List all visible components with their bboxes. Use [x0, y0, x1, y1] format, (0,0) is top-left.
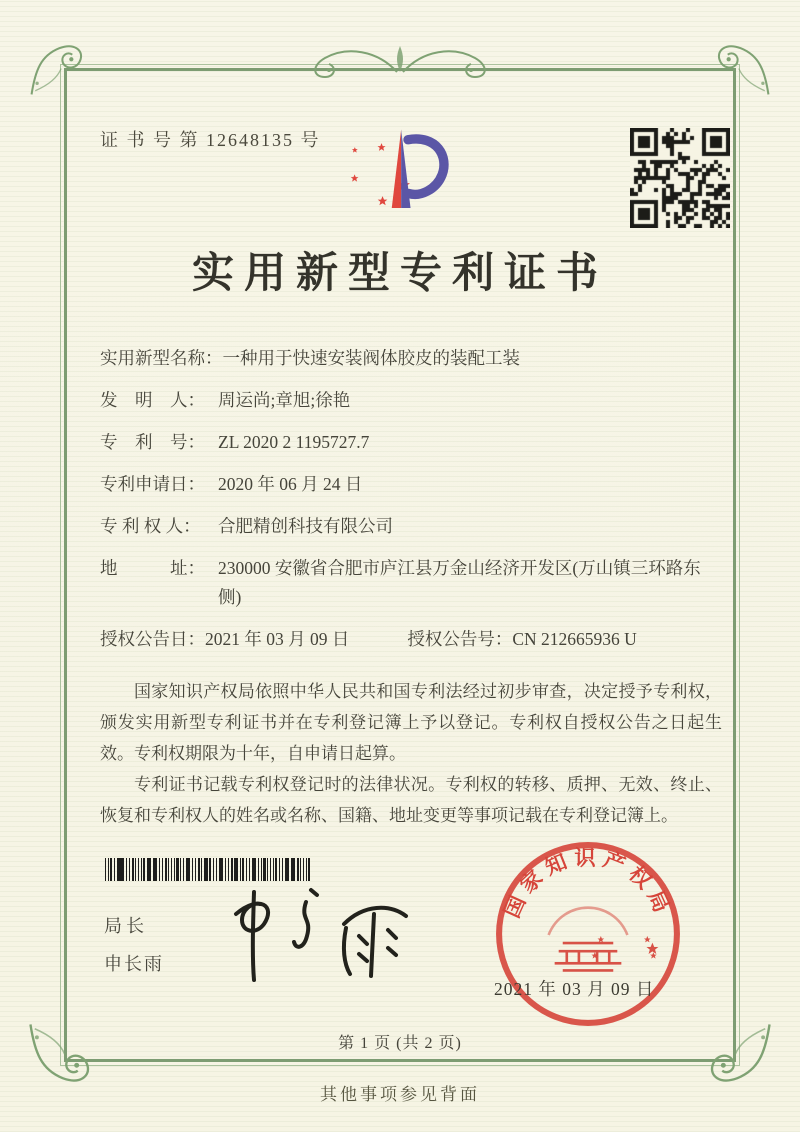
field-label: 授权公告号：	[407, 629, 513, 649]
page-number: 第 1 页 (共 2 页)	[338, 1035, 462, 1052]
field-label: 授权公告日：	[100, 629, 205, 649]
qr-code	[630, 128, 730, 228]
field-row-name	[100, 344, 728, 373]
field-label: 专 利 权 人：	[100, 516, 201, 536]
field-value: 2020 年 06 月 24 日	[218, 474, 363, 494]
field-label: 实用新型名称：	[100, 348, 223, 368]
field-label: 专 利 号：	[100, 432, 205, 452]
field-value: 合肥精创科技有限公司	[218, 516, 393, 536]
svg-text:国家知识产权局	[500, 846, 677, 922]
back-side-note: 其他事项参见背面	[320, 1085, 480, 1104]
legal-paragraph-2: 专利证书记载专利权登记时的法律状况。专利权的转移、质押、无效、终止、恢复和专利权人的姓名或名称、国籍、地址变更等事项记载在专利登记簿上。	[100, 775, 722, 825]
field-label: 发 明 人：	[100, 390, 205, 410]
field-row-patentee	[100, 512, 728, 541]
certificate-fields	[100, 344, 728, 654]
signer-name: 申长雨	[104, 954, 164, 974]
grant-number	[407, 625, 636, 654]
grant-date	[100, 625, 349, 654]
field-row-filing-date	[100, 470, 728, 499]
legal-text	[100, 676, 722, 831]
field-value: 230000 安徽省合肥市庐江县万金山经济开发区(万山镇三环路东侧)	[218, 558, 701, 607]
field-row-patent-no	[100, 428, 728, 457]
corner-flourish-icon	[26, 26, 100, 100]
seal-date: 2021 年 03 月 09 日	[494, 979, 655, 999]
signer-title: 局长	[104, 916, 148, 936]
director-signature-icon	[218, 876, 418, 993]
field-value: 2021 年 03 月 09 日	[205, 629, 350, 649]
field-row-grant	[100, 625, 728, 654]
field-label: 专利申请日：	[100, 474, 205, 494]
top-center-flourish-icon	[285, 34, 515, 80]
seal-text: 国家知识产权局	[499, 845, 677, 922]
field-label: 地 址：	[100, 558, 205, 578]
field-row-address	[100, 554, 728, 612]
field-value: ZL 2020 2 1195727.7	[218, 432, 370, 452]
legal-paragraph-1: 国家知识产权局依照中华人民共和国专利法经过初步审查，决定授予专利权，颁发实用新型专利证书并在专利登记簿上予以登记。专利权自授权公告之日起生效。专利权期限为十年，自申请日起算。	[100, 682, 722, 763]
field-value: 周运尚;章旭;徐艳	[218, 390, 351, 410]
cnipa-patent-logo-icon	[338, 112, 466, 239]
field-value: CN 212665936 U	[512, 629, 637, 649]
certificate-number: 证 书 号 第 12648135 号	[100, 130, 321, 150]
certificate-title: 实用新型专利证书	[191, 251, 608, 297]
corner-flourish-icon	[700, 26, 774, 100]
field-value: 一种用于快速安装阀体胶皮的装配工装	[222, 348, 520, 368]
field-row-inventor	[100, 386, 728, 415]
cnipa-official-seal-icon	[492, 838, 684, 1035]
